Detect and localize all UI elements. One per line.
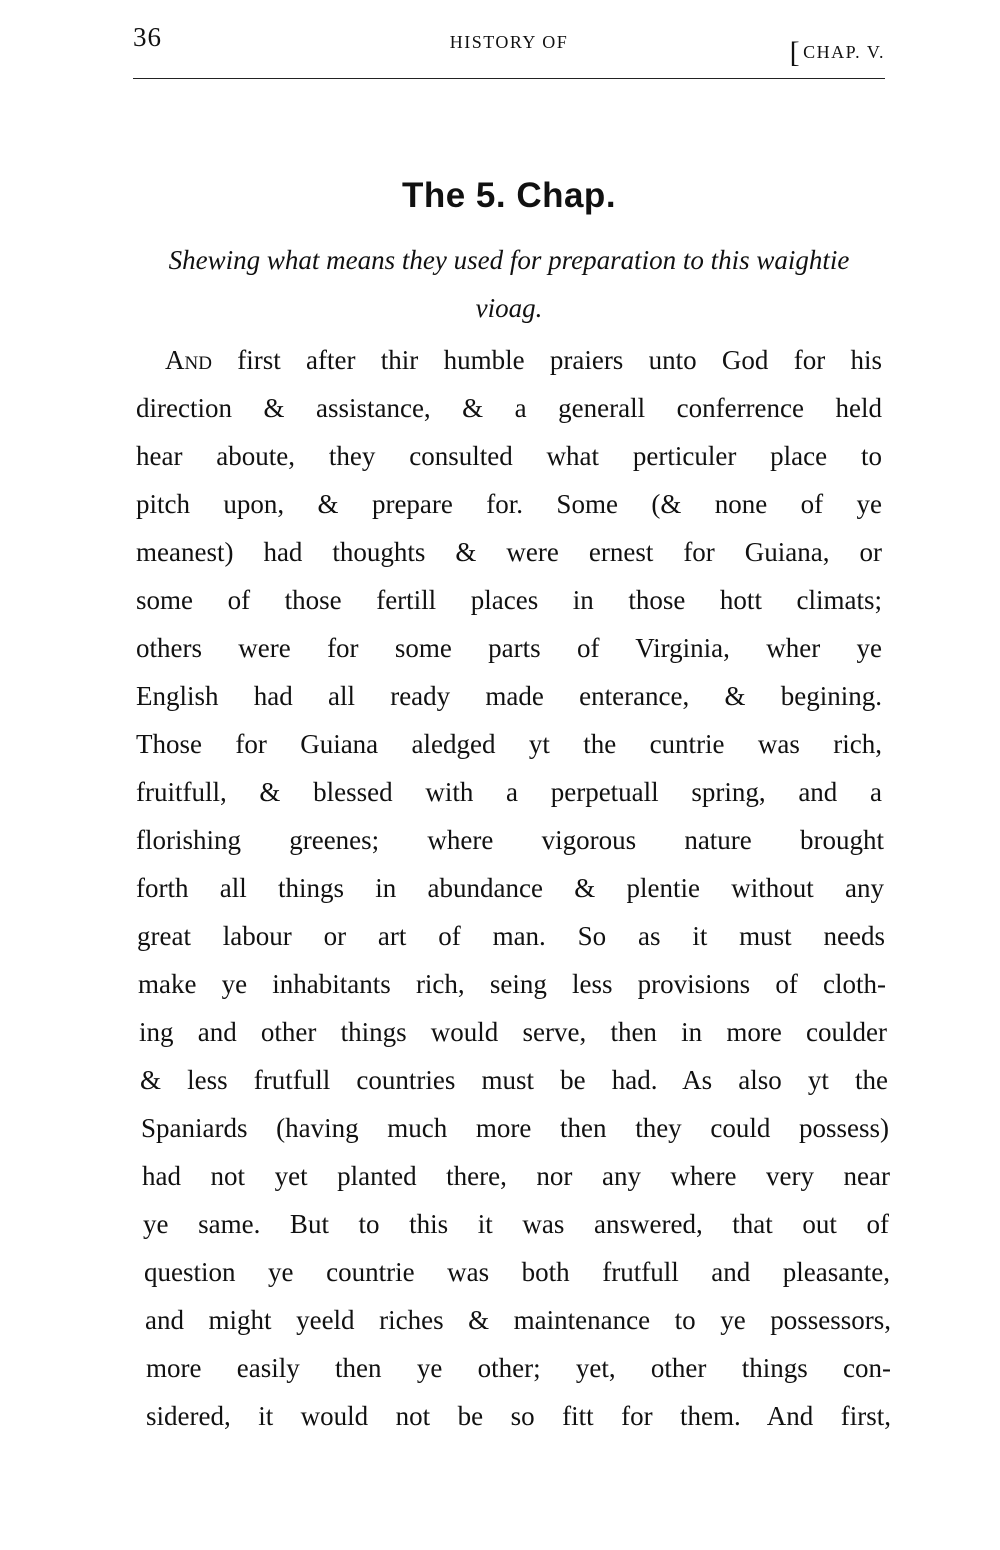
body-line: make ye inhabitants rich, seing less provisions of cloth-	[138, 969, 886, 999]
header-rule	[133, 78, 885, 79]
body-line: some of those fertill places in those hott climats;	[136, 585, 882, 615]
body-line: Those for Guiana aledged yt the cuntrie was rich,	[136, 729, 882, 759]
body-line: others were for some parts of Virginia, wher ye	[136, 633, 882, 663]
chapter-bracket: [	[789, 36, 802, 69]
page-number: 36	[133, 22, 162, 52]
running-title: HISTORY OF	[449, 32, 569, 52]
body-line: sidered, it would not be so fitt for them. And first,	[146, 1401, 891, 1431]
body-line: forth all things in abundance & plentie without any	[136, 873, 884, 903]
body-line: direction & assistance, & a generall conferrence held	[136, 393, 882, 423]
body-line: and might yeeld riches & maintenance to ye possessors,	[145, 1305, 891, 1335]
running-chapter	[789, 32, 885, 69]
running-head	[133, 22, 885, 69]
body-line: hear aboute, they consulted what perticuler place to	[136, 441, 882, 471]
body-line: pitch upon, & prepare for. Some (& none of ye	[136, 489, 882, 519]
body-line: English had all ready made enterance, & begining.	[136, 681, 882, 711]
body-line: meanest) had thoughts & were ernest for Guiana, or	[136, 537, 882, 567]
body-line: had not yet planted there, nor any where very near	[142, 1161, 890, 1191]
body-line: And first after thir humble praiers unto God for his	[165, 345, 882, 375]
body-line: more easily then ye other; yet, other things con-	[146, 1353, 891, 1383]
body-line: ing and other things would serve, then in more coulder	[139, 1017, 887, 1047]
running-chapter-label: CHAP. V.	[803, 42, 885, 62]
chapter-heading: The 5. Chap.	[401, 176, 617, 215]
body-line: Spaniards (having much more then they could possess)	[141, 1113, 889, 1143]
body-line: fruitfull, & blessed with a perpetuall spring, and a	[136, 777, 882, 807]
body-line: question ye countrie was both frutfull and pleasante,	[144, 1257, 890, 1287]
body-line: ye same. But to this it was answered, that out of	[143, 1209, 889, 1239]
body-line: great labour or art of man. So as it must needs	[137, 921, 885, 951]
body-line: florishing greenes; where vigorous nature brought	[136, 825, 884, 855]
body-line: & less frutfull countries must be had. As also yt the	[140, 1065, 888, 1095]
chapter-subtitle: Shewing what means they used for preparation to this waightie vioag.	[168, 245, 850, 323]
opening-word: And	[165, 345, 212, 375]
